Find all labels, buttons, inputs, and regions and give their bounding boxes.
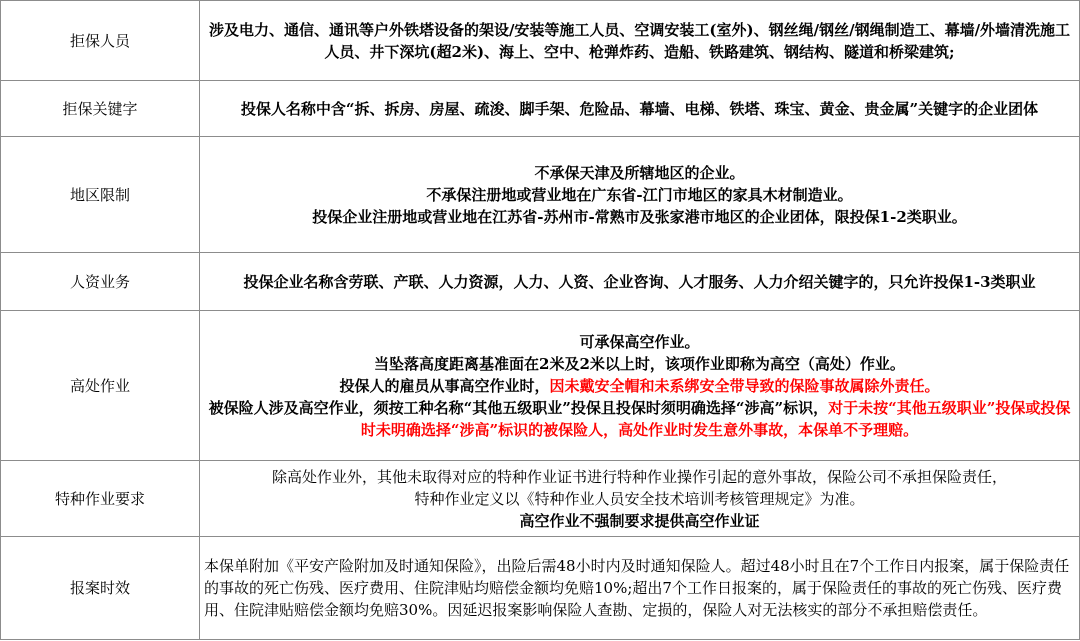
table-row xyxy=(1,311,1080,461)
table-row xyxy=(1,81,1080,137)
row-label-special-operations: 特种作业要求 xyxy=(1,461,200,537)
region-limit-line: 投保企业注册地或营业地在江苏省-苏州市-常熟市及张家港市地区的企业团体，限投保1-2类职业。 xyxy=(312,207,967,226)
height-line-3-black: 投保人的雇员从事高空作业时， xyxy=(339,376,550,395)
row-label-report-deadline: 报案时效 xyxy=(1,537,200,640)
region-limits-content xyxy=(200,137,1080,253)
special-ops-line-3: 高空作业不强制要求提供高空作业证 xyxy=(519,511,760,530)
height-line-4-black: 被保险人涉及高空作业，须按工种名称“其他五级职业”投保且投保时须明确选择“涉高”标识， xyxy=(208,398,829,417)
table-row xyxy=(1,137,1080,253)
height-line-1: 可承保高空作业。 xyxy=(579,332,700,351)
table-row xyxy=(1,461,1080,537)
special-ops-line-1: 除高处作业外，其他未取得对应的特种作业证书进行特种作业操作引起的意外事故，保险公司不承担保险责任， xyxy=(271,467,1007,486)
table-row xyxy=(1,537,1080,640)
table-row xyxy=(1,1,1080,81)
hr-business-content: 投保企业名称含劳联、产联、人力资源，人力、人资、企业咨询、人才服务、人力介绍关键字的，只允许投保1-3类职业 xyxy=(200,253,1080,311)
region-limit-line: 不承保天津及所辖地区的企业。 xyxy=(534,163,745,182)
region-limit-line: 不承保注册地或营业地在广东省-江门市地区的家具木材制造业。 xyxy=(426,185,853,204)
row-label-refused-keywords: 拒保关键字 xyxy=(1,81,200,137)
row-label-hr-business: 人资业务 xyxy=(1,253,200,311)
table-row xyxy=(1,253,1080,311)
height-line-4 xyxy=(204,397,1075,441)
row-label-work-at-height: 高处作业 xyxy=(1,311,200,461)
row-label-region-limits: 地区限制 xyxy=(1,137,200,253)
report-deadline-content: 本保单附加《平安产险附加及时通知保险》，出险后需48小时内及时通知保险人。超过48小时且在7个工作日内报案，属于保险责任的事故的死亡伤残、医疗费用、住院津贴均赔偿金额均免赔10%;超出7个工作日报案的，属于保险责任的事故的死亡伤残、医疗费用、住院津贴赔偿金额均免赔30%。因延迟报案影响保险人查勘、定损的，保险人对无法核实的部分不承担赔偿责任。 xyxy=(200,537,1080,640)
work-at-height-content xyxy=(200,311,1080,461)
special-operations-content xyxy=(200,461,1080,537)
special-ops-line-2: 特种作业定义以《特种作业人员安全技术培训考核管理规定》为准。 xyxy=(414,489,865,508)
height-line-3 xyxy=(204,375,1075,397)
height-line-4-red: 对于未按“其他五级职业”投保或投保时未明确选择“涉高”标识的被保险人，高处作业时发生意外事故，本保单不予理赔。 xyxy=(360,398,1071,439)
height-line-2: 当坠落高度距离基准面在2米及2米以上时，该项作业即称为高空（高处）作业。 xyxy=(374,354,905,373)
refused-persons-content: 涉及电力、通信、通讯等户外铁塔设备的架设/安装等施工人员、空调安装工(室外)、钢丝绳/钢丝/钢绳制造工、幕墙/外墙清洗施工人员、井下深坑(超2米)、海上、空中、枪弹炸药、造船、铁路建筑、钢结构、隧道和桥梁建筑; xyxy=(200,1,1080,81)
row-label-refused-persons: 拒保人员 xyxy=(1,1,200,81)
height-line-3-red: 因未戴安全帽和未系绑安全带导致的保险事故属除外责任。 xyxy=(549,376,940,395)
refused-keywords-content: 投保人名称中含“拆、拆房、房屋、疏浚、脚手架、危险品、幕墙、电梯、铁塔、珠宝、黄金、贵金属”关键字的企业团体 xyxy=(200,81,1080,137)
